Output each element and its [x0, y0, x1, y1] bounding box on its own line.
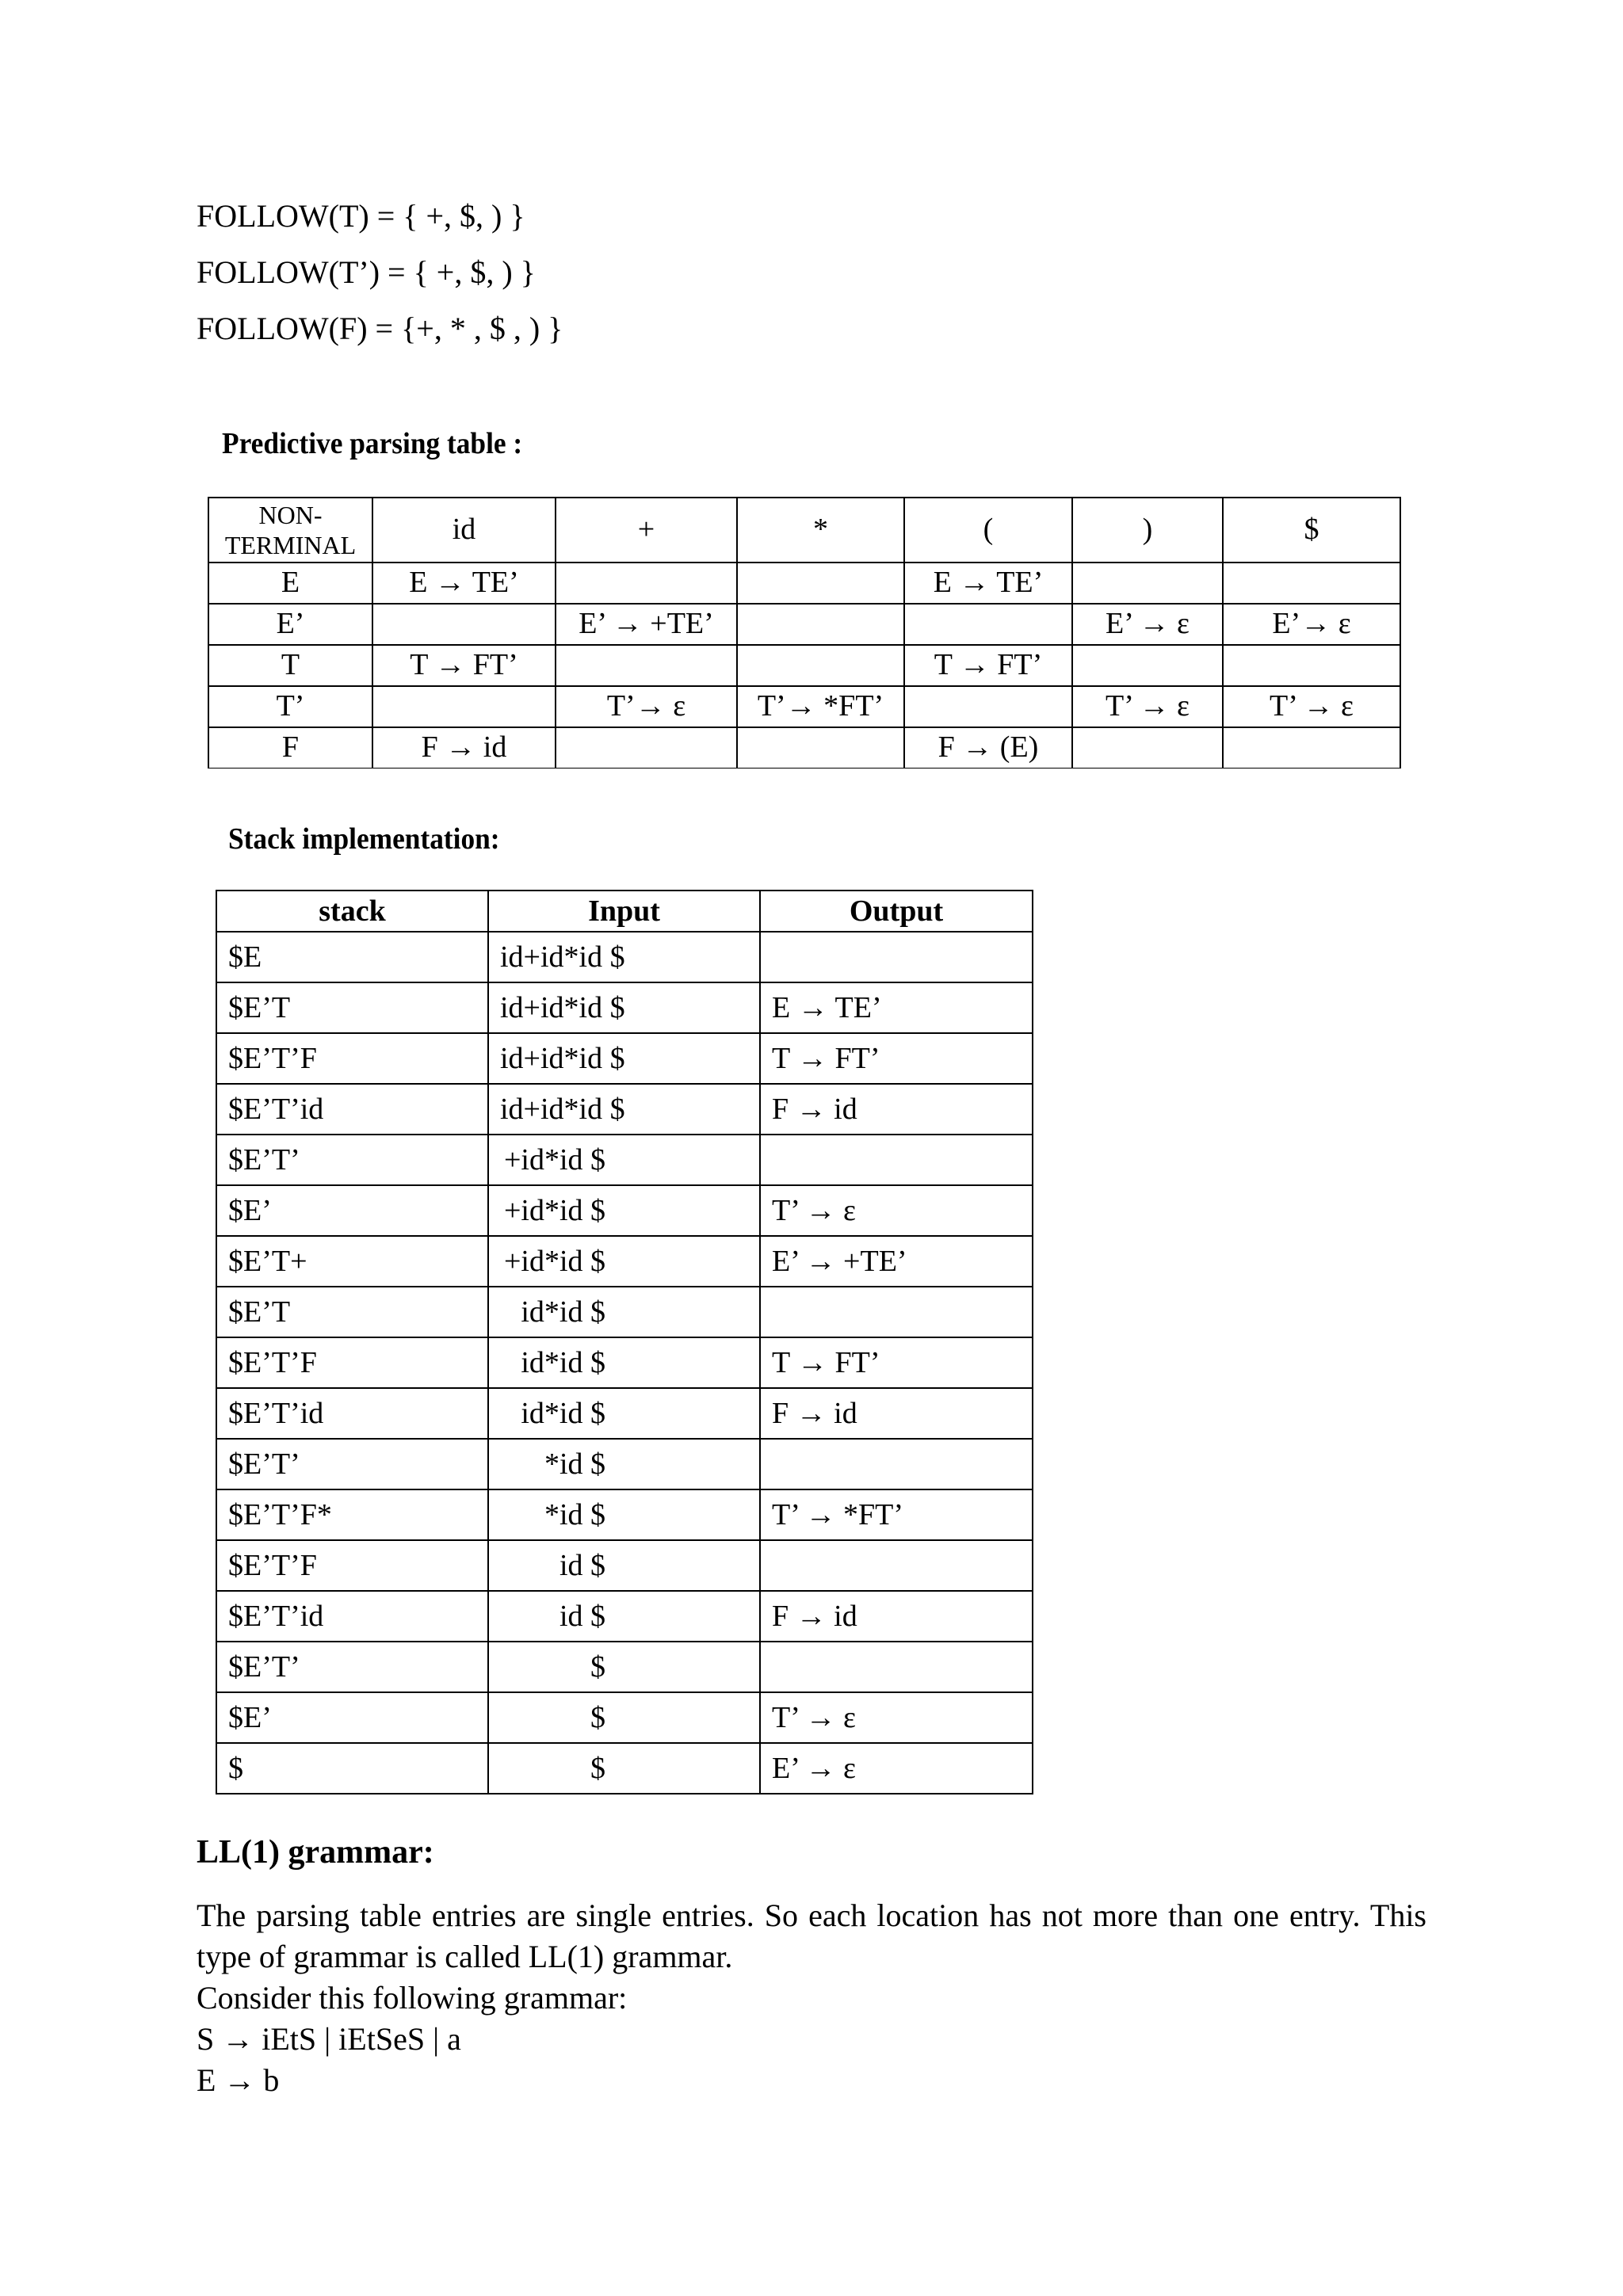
- ll1-paragraph: The parsing table entries are single entries. So each location has not more than one entry. This type of grammar is called LL(1) grammar.: [197, 1897, 1426, 1974]
- table-cell: +id*id $: [488, 1236, 760, 1287]
- table-cell: $E’T+: [216, 1236, 488, 1287]
- table-cell: [556, 727, 737, 769]
- table-cell: +id*id $: [488, 1135, 760, 1185]
- table-row: [216, 1388, 1033, 1439]
- follow-set: FOLLOW(T’) = { +, $, ) }: [197, 254, 536, 290]
- table-cell: E’: [208, 604, 372, 645]
- table-cell: [760, 1642, 1033, 1692]
- table-cell: F → (E): [904, 727, 1072, 769]
- table-cell: $E’T’: [216, 1642, 488, 1692]
- table-row: [216, 1439, 1033, 1489]
- table-cell: [904, 604, 1072, 645]
- table-row: [216, 1489, 1033, 1540]
- table-cell: $E’T’F: [216, 1033, 488, 1084]
- table-cell: $E’T’: [216, 1135, 488, 1185]
- table-cell: [904, 686, 1072, 727]
- table-cell: id*id $: [488, 1337, 760, 1388]
- table-cell: $: [488, 1743, 760, 1794]
- table-row: [216, 1185, 1033, 1236]
- table-cell: id+id*id $: [488, 1084, 760, 1135]
- table-row: [208, 727, 1400, 769]
- table-cell: $E’T’F: [216, 1540, 488, 1591]
- table-cell: T’: [208, 686, 372, 727]
- header-nonterminal-line2: TERMINAL: [224, 531, 357, 559]
- header-nonterminal-line1: NON-: [258, 501, 323, 529]
- table-cell: [1223, 563, 1400, 604]
- table-header-row: [208, 498, 1400, 563]
- header-cell: +: [556, 498, 737, 563]
- table-cell: $: [488, 1642, 760, 1692]
- grammar-rule-e: E → b: [197, 2062, 280, 2098]
- table-cell: [556, 563, 737, 604]
- table-row: [216, 1743, 1033, 1794]
- table-row: [216, 1540, 1033, 1591]
- table-row: [216, 1642, 1033, 1692]
- table-cell: T’→ ε: [556, 686, 737, 727]
- table-cell: $: [488, 1692, 760, 1743]
- table-cell: $E’T: [216, 982, 488, 1033]
- table-cell: $E’T: [216, 1287, 488, 1337]
- table-cell: id+id*id $: [488, 1033, 760, 1084]
- table-cell: F → id: [372, 727, 556, 769]
- table-cell: T → FT’: [372, 645, 556, 686]
- table-cell: +id*id $: [488, 1185, 760, 1236]
- table-cell: $: [216, 1743, 488, 1794]
- table-cell: T’ → ε: [1072, 686, 1223, 727]
- follow-set: FOLLOW(T) = { +, $, ) }: [197, 198, 525, 234]
- table-header-row: [216, 891, 1033, 932]
- table-cell: T’ → ε: [760, 1185, 1033, 1236]
- grammar-rule-s: S → iEtS | iEtSeS | a: [197, 2021, 461, 2057]
- predictive-parsing-table: [208, 497, 1401, 769]
- table-row: [216, 1236, 1033, 1287]
- header-cell: (: [904, 498, 1072, 563]
- table-row: [216, 982, 1033, 1033]
- table-cell: [760, 1540, 1033, 1591]
- table-cell: F → id: [760, 1084, 1033, 1135]
- table-cell: $E’: [216, 1185, 488, 1236]
- table-cell: F: [208, 727, 372, 769]
- table-cell: T’ → ε: [760, 1692, 1033, 1743]
- table-cell: $E’T’id: [216, 1591, 488, 1642]
- table-cell: [372, 604, 556, 645]
- header-cell: *: [737, 498, 904, 563]
- table-cell: T’ → ε: [1223, 686, 1400, 727]
- table-cell: *id $: [488, 1489, 760, 1540]
- header-cell: [208, 498, 372, 563]
- table-cell: T → FT’: [904, 645, 1072, 686]
- ll1-line: Consider this following grammar:: [197, 1980, 628, 2016]
- table-cell: $E: [216, 932, 488, 982]
- table-cell: T: [208, 645, 372, 686]
- table-row: [216, 932, 1033, 982]
- table-cell: E → TE’: [372, 563, 556, 604]
- table-cell: id+id*id $: [488, 982, 760, 1033]
- table-cell: [556, 645, 737, 686]
- table-row: [216, 1692, 1033, 1743]
- table-cell: F → id: [760, 1591, 1033, 1642]
- table-cell: T → FT’: [760, 1033, 1033, 1084]
- header-cell: Output: [760, 891, 1033, 932]
- table-cell: [760, 932, 1033, 982]
- table-cell: [737, 563, 904, 604]
- table-row: [216, 1591, 1033, 1642]
- table-cell: E’ → +TE’: [556, 604, 737, 645]
- table-cell: $E’: [216, 1692, 488, 1743]
- table-row: [216, 1337, 1033, 1388]
- table-cell: [1223, 645, 1400, 686]
- table-cell: [1223, 727, 1400, 769]
- table-cell: [737, 727, 904, 769]
- table-row: [208, 604, 1400, 645]
- table-cell: [760, 1439, 1033, 1489]
- table-cell: E: [208, 563, 372, 604]
- table-row: [208, 686, 1400, 727]
- table-cell: [1072, 727, 1223, 769]
- table-cell: E → TE’: [904, 563, 1072, 604]
- table-cell: E → TE’: [760, 982, 1033, 1033]
- table-cell: id $: [488, 1591, 760, 1642]
- header-cell: $: [1223, 498, 1400, 563]
- table-row: [216, 1033, 1033, 1084]
- table-cell: $E’T’F*: [216, 1489, 488, 1540]
- table-cell: id*id $: [488, 1388, 760, 1439]
- table-cell: T’ → *FT’: [760, 1489, 1033, 1540]
- table-cell: E’ → ε: [1072, 604, 1223, 645]
- table-cell: E’→ ε: [1223, 604, 1400, 645]
- table-cell: T → FT’: [760, 1337, 1033, 1388]
- stack-implementation-heading: Stack implementation:: [228, 822, 500, 856]
- table-row: [216, 1287, 1033, 1337]
- table-cell: id+id*id $: [488, 932, 760, 982]
- table-cell: [760, 1135, 1033, 1185]
- follow-set: FOLLOW(F) = {+, * , $ , ) }: [197, 311, 563, 346]
- header-cell: id: [372, 498, 556, 563]
- header-cell: stack: [216, 891, 488, 932]
- table-cell: E’ → +TE’: [760, 1236, 1033, 1287]
- table-cell: F → id: [760, 1388, 1033, 1439]
- ll1-heading: LL(1) grammar:: [197, 1834, 434, 1871]
- header-cell: Input: [488, 891, 760, 932]
- table-cell: [1072, 563, 1223, 604]
- table-cell: [760, 1287, 1033, 1337]
- predictive-table-heading: Predictive parsing table :: [222, 427, 523, 460]
- table-row: [216, 1135, 1033, 1185]
- table-cell: $E’T’: [216, 1439, 488, 1489]
- table-cell: $E’T’id: [216, 1388, 488, 1439]
- table-cell: [737, 604, 904, 645]
- table-cell: [372, 686, 556, 727]
- table-cell: T’→ *FT’: [737, 686, 904, 727]
- table-row: [208, 563, 1400, 604]
- table-cell: [1072, 645, 1223, 686]
- header-cell: ): [1072, 498, 1223, 563]
- table-cell: E’ → ε: [760, 1743, 1033, 1794]
- table-cell: id*id $: [488, 1287, 760, 1337]
- table-cell: id $: [488, 1540, 760, 1591]
- table-cell: $E’T’F: [216, 1337, 488, 1388]
- stack-implementation-table: [216, 890, 1033, 1794]
- table-cell: $E’T’id: [216, 1084, 488, 1135]
- table-cell: [737, 645, 904, 686]
- stack-table-body: [216, 932, 1033, 1794]
- table-cell: *id $: [488, 1439, 760, 1489]
- table-row: [208, 645, 1400, 686]
- table-row: [216, 1084, 1033, 1135]
